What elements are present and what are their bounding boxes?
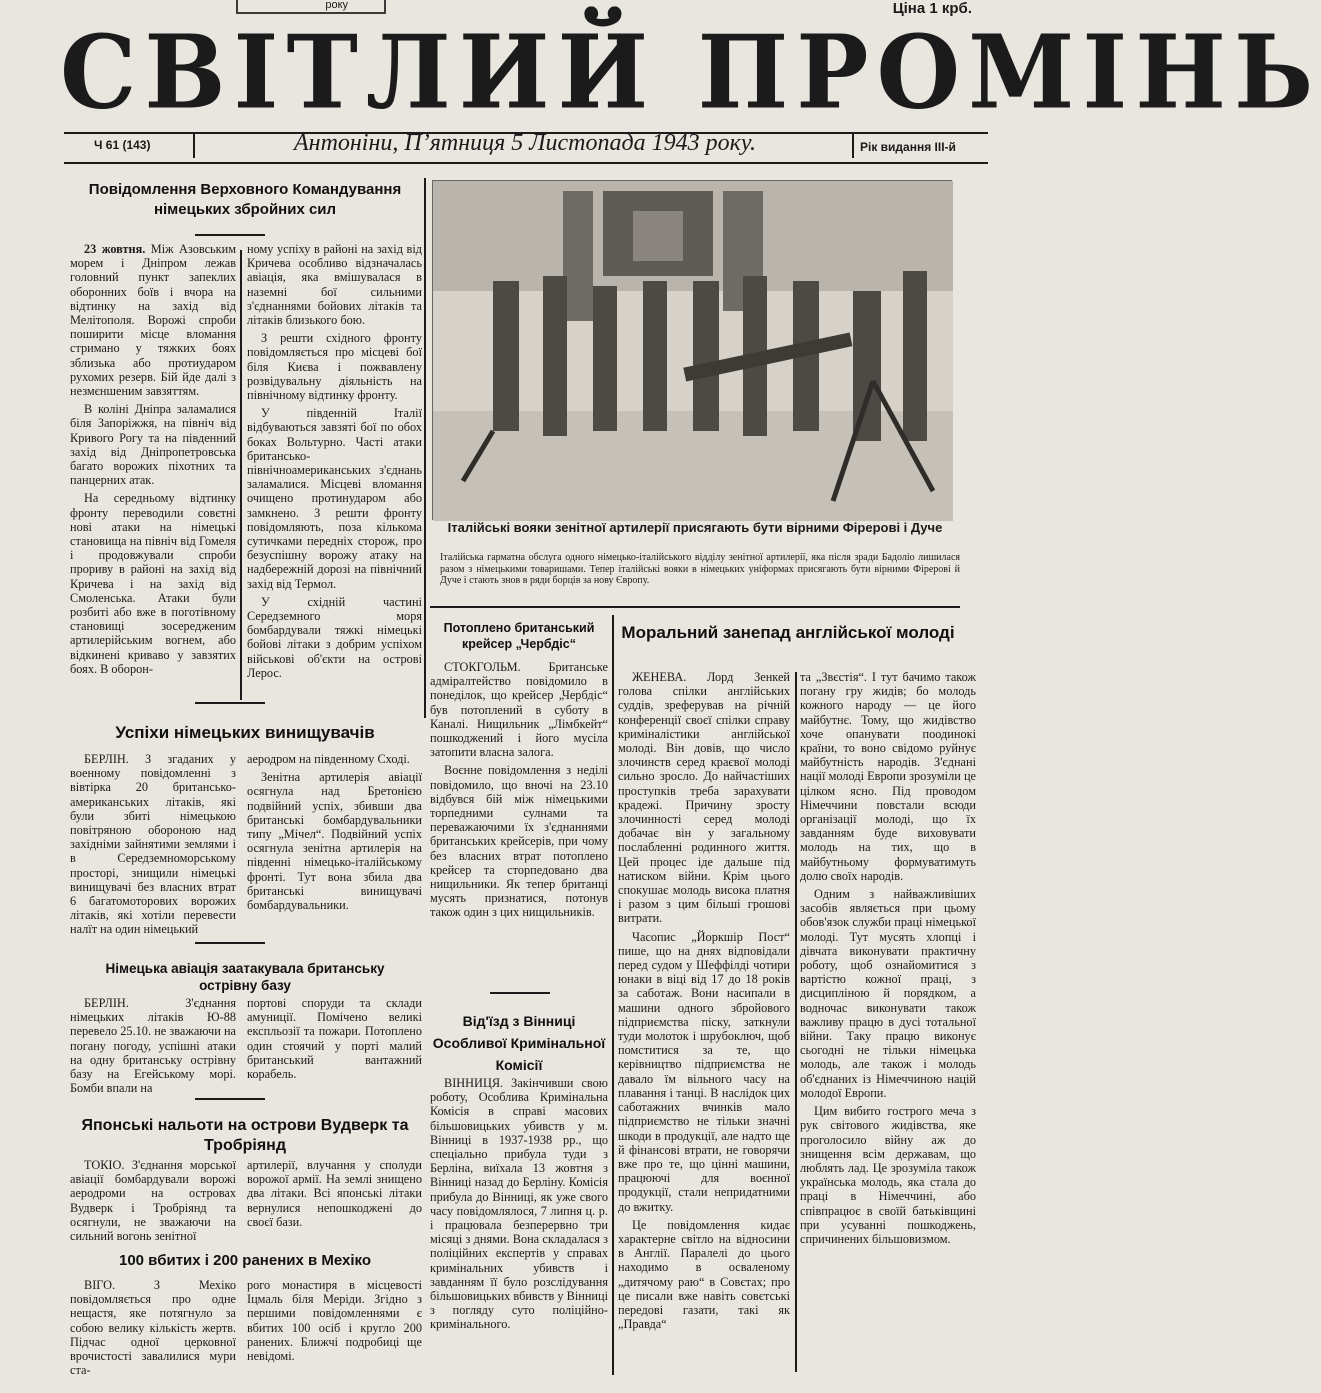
- paragraph: Часопис „Йоркшір Пост“ пише, що на днях відповідали перед судом у Шеффілді чотири юнаки в віці від 17 до 18 років за саботаж. Вони насипали в машини одного збройового підприємства піску, заткнули туди молоток і шрубоключ, щоб помститися за те, що керівництво підприємства не давало їм вільного часу на плавання і танці. В наслідок цих саботажних вчинків мало підприємство не тільки значні шкоди в продукції, але надто ще й фінансові втрати, не говорячи вже про те, що цінні машини, працюючі для воєнної продукції, стали непридатними до вжитку.: [618, 929, 790, 1214]
- paragraph: СТОКГОЛЬМ. Британське адміралтейство повідомило в понеділок, що крейсер „Чербдіс“ був потоплений в суботу в Каналі. Нищильник „Лімбкейт“ пошкоджений і його мусіла затопити власна залога.: [430, 660, 608, 760]
- photo-caption-title: Італійські вояки зенітної артилерії присягають бути вірними Фірерові і Дуче: [447, 520, 943, 535]
- article-japan-column-1: [70, 1158, 236, 1247]
- paragraph: артилерії, влучання у сполуди ворожої армії. На землі знищено два літаки. Всі японські літаки вернулися непошкоджені до своєї бази.: [247, 1158, 422, 1229]
- column-rule: [795, 672, 797, 1372]
- news-photo: [432, 180, 952, 520]
- header-divider: [193, 134, 195, 158]
- column-rule: [424, 178, 426, 718]
- issue-stamp: року: [236, 0, 386, 14]
- paragraph: аеродром на південному Сході.: [247, 752, 410, 766]
- headline-moral-decline: Моральний занепад англійської молоді: [621, 623, 955, 642]
- paragraph: У південній Італії відбуваються завзяті бої по обох боках Вольтурно. Часті атаки британсько-північноамериканських з'єднань заламалися. Місцеві вломання очищено протинударом або замкнено. З решти фронту повідомляють, поза кількома сутичками передніх сторож, про безуспішну ворожу атаку на надбережній дорозі на північний захід від Термол.: [247, 406, 422, 591]
- paragraph: Цим вибито гострого меча з рук світового жидівства, яке проголосило війну аж до знищення всім державам, що люблять лад. Це зрозуміла також українська молодь, яка стала до праці в Німеччині, або співпрацює в своїй батьківщині при усуванні пошкоджень, спричинених більшовизмом.: [800, 1104, 976, 1246]
- headline-fighters: Успіхи німецьких винищувачів: [115, 723, 375, 742]
- photo-illustration: [433, 181, 953, 521]
- section-rule: [195, 702, 265, 704]
- section-rule: [195, 1098, 265, 1100]
- header-bottom-rule: [64, 162, 988, 164]
- article-moral-column-2: [800, 670, 976, 1250]
- headline-japan-raids: Японські нальоти на острови Вудверк та Тробріянд: [81, 1117, 409, 1154]
- section-rule: [195, 942, 265, 944]
- photo-caption-text: Італійська гарматна обслуга одного німецько-італійського відділу зенітної артилерії, яка після зради Бадоліо лишилася разом з німецькими товаришами. Тепер італійські вояки в німецьких уніформах присягають бути вірними Фірерові й Дуче і стають знов в ряди борців за нову Європу.: [440, 552, 960, 586]
- article-island-column-2: [247, 996, 422, 1085]
- article-vinnytsia: [430, 1076, 608, 1336]
- paragraph: ТОКІО. З'єднання морської авіації бомбардували ворожі аеродроми на островах Вудверк і Тробріянд та осягнули, не зважаючи на сильний вогонь зенітної: [70, 1158, 236, 1244]
- paragraph: З решти східного фронту повідомляється про місцеві бої біля Києва і пожвавлену розвідувальну діяльність на північному відтинку фронту.: [247, 331, 422, 403]
- article-mexico-column-2: [247, 1278, 422, 1367]
- article-fighters-column-2: [247, 752, 422, 916]
- paragraph: Між Азовським морем і Дніпром лежав головний пункт запеклих оборонних боїв і вчора на відтинку на захід від Мелітополя. Ворожі спроби поширити місце вломання стримано у тяжких боях зблизька або протиударом рухомих резерв. Бій йде далі з незмєншеним завзяттям.: [70, 242, 236, 399]
- article-island-column-1: [70, 996, 236, 1099]
- paragraph: Це повідомлення кидає характерне світло на відносини в Англії. Паралелі до цього находимо в осваленому „дитячому раю“ в Совєтах; про це писали вже навіть совєтські передові газати, такі як „Правда“: [618, 1217, 790, 1332]
- paragraph: БЕРЛІН. З'єднання німецьких літаків Ю-88 перевело 25.10. не зважаючи на погану погоду, успішні атаки на одну британську острівну базу на Егейському морі. Бомби впали на: [70, 996, 236, 1096]
- paragraph: Одним з найважливіших засобів являється при цьому обов'язок служби праці німецької молоді. Тут мусять хлопці і дівчата виконувати практичну роботу, щоб ознайомитися з вартістю кожної праці, з дисципліною й порядком, а водночас виконувати також важливу працю в дусі тотальної війни. Таку працю виконує сьогодні не тільки німецька молодь, але також і молодь об'єднаних із Німеччиною націй молодої Европи.: [800, 887, 976, 1100]
- headline-island-base: Німецька авіація заатакувала британську острівну базу: [105, 961, 385, 993]
- paragraph: БЕРЛІН. З згаданих у военному повідомленні з вівтірка 20 британсько-американських літаків, які були збиті німецькою повітряною обороною над західніми зайнятими землями і в Середземноморському просторі, знищили німецькі винищувачі без власних втрат 6 багатомоторових ворожих літаків, які хотіли перевести налїт на один німецький: [70, 752, 236, 937]
- header-divider: [852, 134, 854, 158]
- paragraph: та „Звєстія“. І тут бачимо також погану гру жидів; бо молодь кожного народу — це його майбутнє. Тому, що жидівство хоче опанувати поодинокі країни, то воно свідомо руйнує майбутність народів. З'єднані нації молоді Европи зрозуміли це цілком ясно. Під проводом Німеччини повстали всюди організації молоді, що їх завданням буде виховувати молодь на тих, що в майбутньому формуватимуть долю своїх народів.: [800, 670, 976, 883]
- headline-cruiser: Потоплено британський крейсер „Чербдіс“: [443, 621, 595, 651]
- paragraph: рого монастиря в місцевості Іцмаль біля Меріди. Згідно з першими повідомленнями є вбитих 100 осіб і кругло 200 ранених. Ближчі подробиці ще невідомі.: [247, 1278, 422, 1364]
- paragraph: ВІГО. З Мехіко повідомляється про одне нещастя, яке потягнуло за собою велику кількість жертв. Підчас одної церковної врочистості завалилися мури ста-: [70, 1278, 236, 1378]
- issue-number: Ч 61 (143): [94, 138, 151, 152]
- article-date: 23 жовтня.: [84, 242, 146, 256]
- paragraph: Воєнне повідомлення з неділі повідомило, що вночі на 23.10 відбувся бій між німецькими торпедними сулнами та переважаючими їх з'єднаннями британських крейсерів, при чому без власних втрат потоплено крейсер та сторпедовано два нищильники. Як тепер британці мусять признатися, потонув також один з цих нищильників.: [430, 763, 608, 920]
- paragraph: Зенітна артилерія авіації осягнула над Бретонією подвійний успіх, збивши два британські бомбардувальники типу „Мічел“. Подвійний успіх осягнула зенітна артилерія на південні німецько-італійському фронті. Тут вона збила два британські винищувачі бомбардувальники.: [247, 770, 422, 913]
- headline-rule: [195, 234, 265, 236]
- paragraph: ВІННИЦЯ. Закінчивши свою роботу, Особлива Кримінальна Комісія в справі масових більшовицьких убивств у м. Вінниці в 1937-1938 рр., що спеціально прибула туди з Берліна, виїхала 13 жовтня з Вінниці назад до Берліну. Комісія прибула до Вінниці, як уже свого часу повідомлялося, 7 липня ц. р. і працювала безперервно три місяці з днями. Вона складалася з поліційних експертів у справах кримінальних убивств і завданням її було розслідування більшовицьких вбивств у Вінниці з погляду суто поліційно-кримінального.: [430, 1076, 608, 1332]
- article-okw-column-1: [70, 242, 236, 680]
- article-fighters-column-1: [70, 752, 236, 941]
- article-moral-column-1: [618, 670, 790, 1335]
- headline-okw-report: Повідомлення Верховного Командування німецьких збройних сил: [88, 181, 402, 218]
- column-rule: [240, 250, 242, 700]
- headline-mexico: 100 вбитих і 200 ранених в Мехіко: [118, 1252, 372, 1269]
- paragraph: портові споруди та склади амуниції. Помічено великі експльозії та пожари. Потоплено один стоячий у порті малий британський вантажний корабель.: [247, 996, 422, 1082]
- paragraph: У східній частині Середземного моря бомбардували тяжкі німецькі бойові літаки з добрим успіхом військові об'єкти на острові Лерос.: [247, 594, 422, 680]
- column-rule: [612, 615, 614, 1375]
- article-okw-column-2: [247, 242, 422, 684]
- price: Ціна 1 крб.: [892, 0, 972, 17]
- paragraph: В коліні Дніпра заламалися біля Запоріжжя, на північ від Кривого Рогу та на південний захід від Дніпропетровська багато ворожих піхотних та панцерних атак.: [70, 402, 236, 488]
- photo-bottom-rule: [430, 606, 960, 608]
- dateline: Антоніни, П’ятниця 5 Листопада 1943 року.: [294, 130, 756, 156]
- article-cruiser: [430, 660, 608, 924]
- section-rule: [490, 992, 550, 994]
- headline-vinnytsia-commission: Від'їзд з Вінниці Особливої Кримінальної Комісії: [432, 1013, 606, 1073]
- year-of-publication: Рік видання III-й: [860, 140, 956, 154]
- masthead-title: СВІТЛИЙ ПРОМІНЬ: [60, 13, 1321, 132]
- paragraph: На середньому відтинку фронту переводили совєтні нові атаки на німецькі становища на північ від Гомеля і продовжували спроби прориву в районі на захід від Кричева і на захід від Смоленська. Атаки були розбиті або вже в поготівному становищі зосередженим артилерійським вогнем, або відкинені криваво у завзятих боях. В оборон-: [70, 491, 236, 676]
- article-mexico-column-1: [70, 1278, 236, 1381]
- paragraph: ЖЕНЕВА. Лорд Зенкей голова спілки англійських суддів, зреферував на річній конференції своєї спілки справу криміналістики англійської молоді. Він довів, що число злочинств серед краєвої молоді сильно зросло. До найчастіших проступків треба зарахувати крадежі. Причину зросту злочинності серед молоді добачає він у загальному послабленні родинного життя. Цей процес іде дальше під натиском війни. Крім цього спокушає молодь висока платня і разом з цим більші грошові витрати.: [618, 670, 790, 926]
- paragraph: ному успіху в районі на захід від Кричева особливо відзначалась авіація, яка вмішувалася в наземні бої сильними з'єднаннями бойових літаків та літаків близького бою.: [247, 242, 422, 328]
- article-japan-column-2: [247, 1158, 422, 1233]
